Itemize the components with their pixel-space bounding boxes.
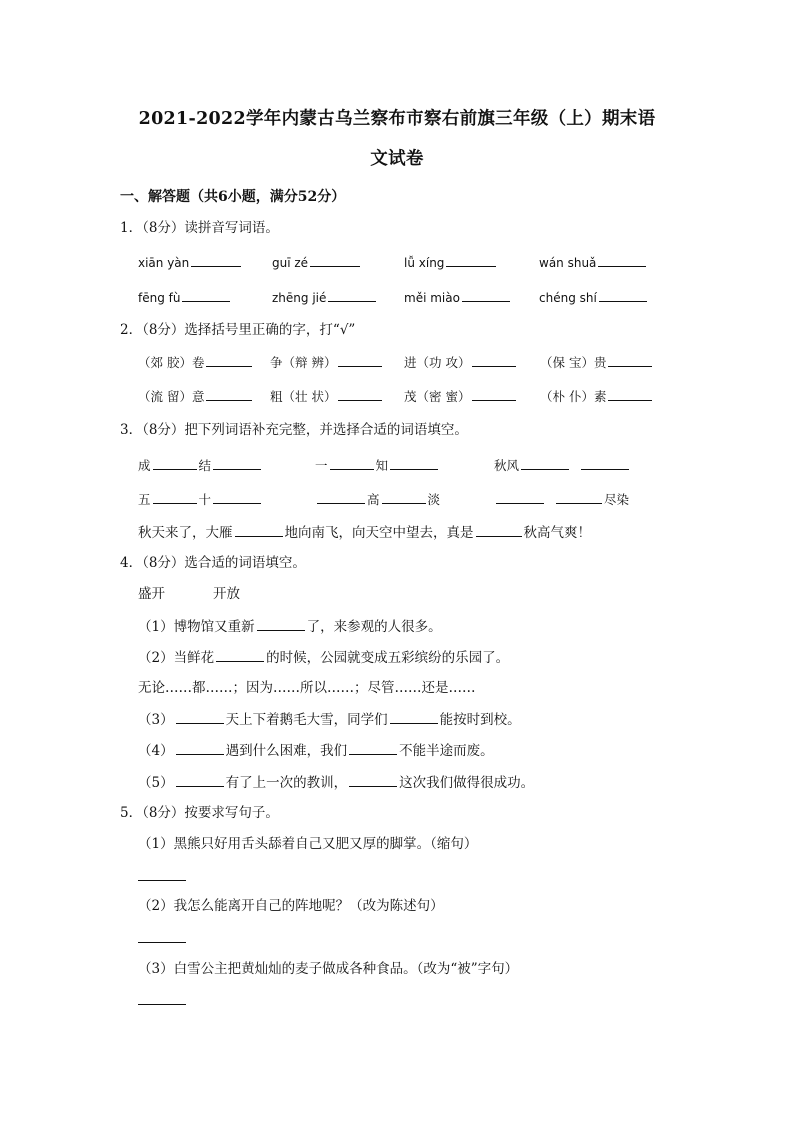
q2-item	[138, 352, 254, 373]
sentence-part: 能按时到校。	[439, 712, 521, 728]
answer-blank[interactable]	[206, 386, 252, 401]
sentence-part: （2）当鲜花	[138, 650, 215, 666]
answer-blank[interactable]	[496, 489, 544, 504]
answer-blank[interactable]	[598, 252, 646, 267]
q2-item	[540, 352, 654, 373]
answer-blank[interactable]	[390, 709, 438, 724]
answer-blank[interactable]	[521, 455, 569, 470]
q3-idiom	[315, 455, 440, 476]
answer-blank[interactable]	[216, 647, 264, 662]
idiom-char: 秋风	[494, 458, 520, 473]
sentence-part: 这次我们做得很成功。	[399, 775, 535, 791]
q1-item	[539, 287, 649, 308]
sentence-part: 不能半途而废。	[399, 743, 494, 759]
q3-idiom	[138, 455, 263, 476]
q3-idiom	[494, 489, 629, 510]
exam-title-line2: 文试卷	[370, 149, 424, 169]
q2-item	[404, 352, 518, 373]
q4-sentence-5	[138, 772, 534, 793]
answer-blank[interactable]	[153, 455, 197, 470]
answer-blank[interactable]	[338, 386, 382, 401]
answer-blank[interactable]	[599, 287, 647, 302]
answer-blank[interactable]	[330, 455, 374, 470]
answer-blank[interactable]	[138, 928, 186, 943]
q1-item	[272, 287, 378, 308]
answer-blank[interactable]	[213, 489, 261, 504]
q2-item	[138, 386, 254, 407]
answer-blank[interactable]	[382, 489, 426, 504]
sentence-part: 有了上一次的教训，	[225, 775, 348, 791]
sentence-part: （4）	[138, 743, 174, 759]
answer-blank[interactable]	[608, 352, 652, 367]
q2-item	[540, 386, 654, 407]
sentence-part: （1）博物馆又重新	[138, 619, 255, 635]
pinyin: fēng fù	[138, 291, 181, 305]
q4-sentence-1	[138, 616, 442, 637]
answer-blank[interactable]	[138, 866, 186, 881]
idiom-char: 高	[367, 492, 380, 507]
choice-text: （郊 胶）卷	[138, 355, 205, 370]
choice-text: （保 宝）贵	[540, 355, 607, 370]
answer-blank[interactable]	[176, 740, 224, 755]
answer-blank[interactable]	[317, 489, 365, 504]
q1-item	[138, 252, 243, 273]
sentence-part: 地向南飞，向天空中望去，真是	[284, 525, 474, 541]
q2-item	[270, 352, 384, 373]
answer-blank[interactable]	[472, 386, 516, 401]
q1-item	[272, 252, 362, 273]
answer-blank[interactable]	[328, 287, 376, 302]
choice-text: 茂（密 蜜）	[404, 389, 471, 404]
answer-blank[interactable]	[235, 522, 283, 537]
section-heading: 一、解答题（共6小题，满分52分）	[120, 189, 346, 205]
q4-conjunction-bank: 无论……都……；因为……所以……；尽管……还是……	[138, 680, 476, 696]
answer-blank[interactable]	[338, 352, 382, 367]
choice-text: （朴 仆）素	[540, 389, 607, 404]
pinyin: zhēng jié	[272, 291, 327, 305]
answer-blank[interactable]	[206, 352, 252, 367]
q3-stem: 3．（8分）把下列词语补充完整，并选择合适的词语填空。	[120, 422, 468, 438]
q3-idiom	[138, 489, 263, 510]
idiom-char: 淡	[427, 492, 441, 507]
sentence-part: 秋天来了，大雁	[138, 525, 233, 541]
q4-sentence-2	[138, 647, 509, 668]
answer-blank[interactable]	[153, 489, 197, 504]
q1-item	[404, 252, 498, 273]
pinyin: xiān yàn	[138, 256, 190, 270]
q1-item	[539, 252, 648, 273]
sentence-part: 的时候，公园就变成五彩缤纷的乐园了。	[266, 650, 510, 666]
answer-blank[interactable]	[390, 455, 438, 470]
sentence-part: 遇到什么困难，我们	[225, 743, 348, 759]
answer-blank[interactable]	[310, 252, 360, 267]
sentence-part: 天上下着鹅毛大雪，同学们	[225, 712, 388, 728]
answer-blank[interactable]	[176, 709, 224, 724]
q5-item-3: （3）白雪公主把黄灿灿的麦子做成各种食品。（改为“被”字句）	[138, 961, 519, 977]
sentence-part: 了，来参观的人很多。	[306, 619, 442, 635]
answer-blank[interactable]	[462, 287, 510, 302]
idiom-char: 成	[138, 458, 151, 473]
answer-blank[interactable]	[349, 772, 397, 787]
word-option: 开放	[213, 586, 240, 602]
sentence-part: （3）	[138, 712, 174, 728]
answer-blank[interactable]	[191, 252, 241, 267]
answer-blank[interactable]	[476, 522, 522, 537]
q2-item	[270, 386, 384, 407]
answer-blank[interactable]	[472, 352, 516, 367]
answer-blank[interactable]	[213, 455, 261, 470]
q2-item	[404, 386, 518, 407]
idiom-char: 五	[138, 492, 151, 507]
answer-blank[interactable]	[446, 252, 496, 267]
q3-idiom	[494, 455, 631, 476]
pinyin: chéng shí	[539, 291, 597, 305]
sentence-part: 秋高气爽！	[523, 525, 591, 541]
q5-answer-line	[138, 990, 186, 1011]
q2-stem: 2．（8分）选择括号里正确的字，打“√”	[120, 322, 356, 338]
idiom-char: 结	[198, 458, 212, 473]
idiom-char: 尽染	[604, 492, 630, 507]
q3-sentence	[138, 522, 591, 543]
q5-item-1: （1）黑熊只好用舌头舔着自己又肥又厚的脚掌。（缩句）	[138, 836, 478, 852]
answer-blank[interactable]	[608, 386, 652, 401]
pinyin: wán shuǎ	[539, 256, 597, 270]
answer-blank[interactable]	[138, 990, 186, 1005]
choice-text: 粗（壮 状）	[270, 389, 337, 404]
q4-stem: 4．（8分）选合适的词语填空。	[120, 555, 306, 571]
choice-text: （流 留）意	[138, 389, 205, 404]
sentence-part: （5）	[138, 775, 174, 791]
idiom-char: 知	[375, 458, 389, 473]
q1-item	[404, 287, 512, 308]
choice-text: 进（功 攻）	[404, 355, 471, 370]
pinyin: měi miào	[404, 291, 460, 305]
answer-blank[interactable]	[176, 772, 224, 787]
word-option: 盛开	[138, 586, 165, 602]
answer-blank[interactable]	[581, 455, 629, 470]
pinyin: guī zé	[272, 256, 309, 270]
q4-sentence-3	[138, 709, 521, 730]
idiom-char: 十	[198, 492, 212, 507]
exam-title-line1: 2021-2022学年内蒙古乌兰察布市察右前旗三年级（上）期末语	[138, 109, 656, 129]
idiom-char: 一	[315, 458, 328, 473]
choice-text: 争（辩 辨）	[270, 355, 337, 370]
q1-item	[138, 287, 232, 308]
q3-idiom	[315, 489, 440, 510]
q5-item-2: （2）我怎么能离开自己的阵地呢？（改为陈述句）	[138, 898, 444, 914]
pinyin: lǚ xíng	[404, 256, 445, 270]
q5-answer-line	[138, 928, 186, 949]
q5-answer-line	[138, 866, 186, 887]
answer-blank[interactable]	[556, 489, 602, 504]
q4-word-bank	[138, 584, 240, 604]
q1-stem: 1．（8分）读拼音写词语。	[120, 220, 279, 236]
q4-sentence-4	[138, 740, 494, 761]
q5-stem: 5．（8分）按要求写句子。	[120, 805, 279, 821]
answer-blank[interactable]	[257, 616, 305, 631]
answer-blank[interactable]	[182, 287, 230, 302]
answer-blank[interactable]	[349, 740, 397, 755]
